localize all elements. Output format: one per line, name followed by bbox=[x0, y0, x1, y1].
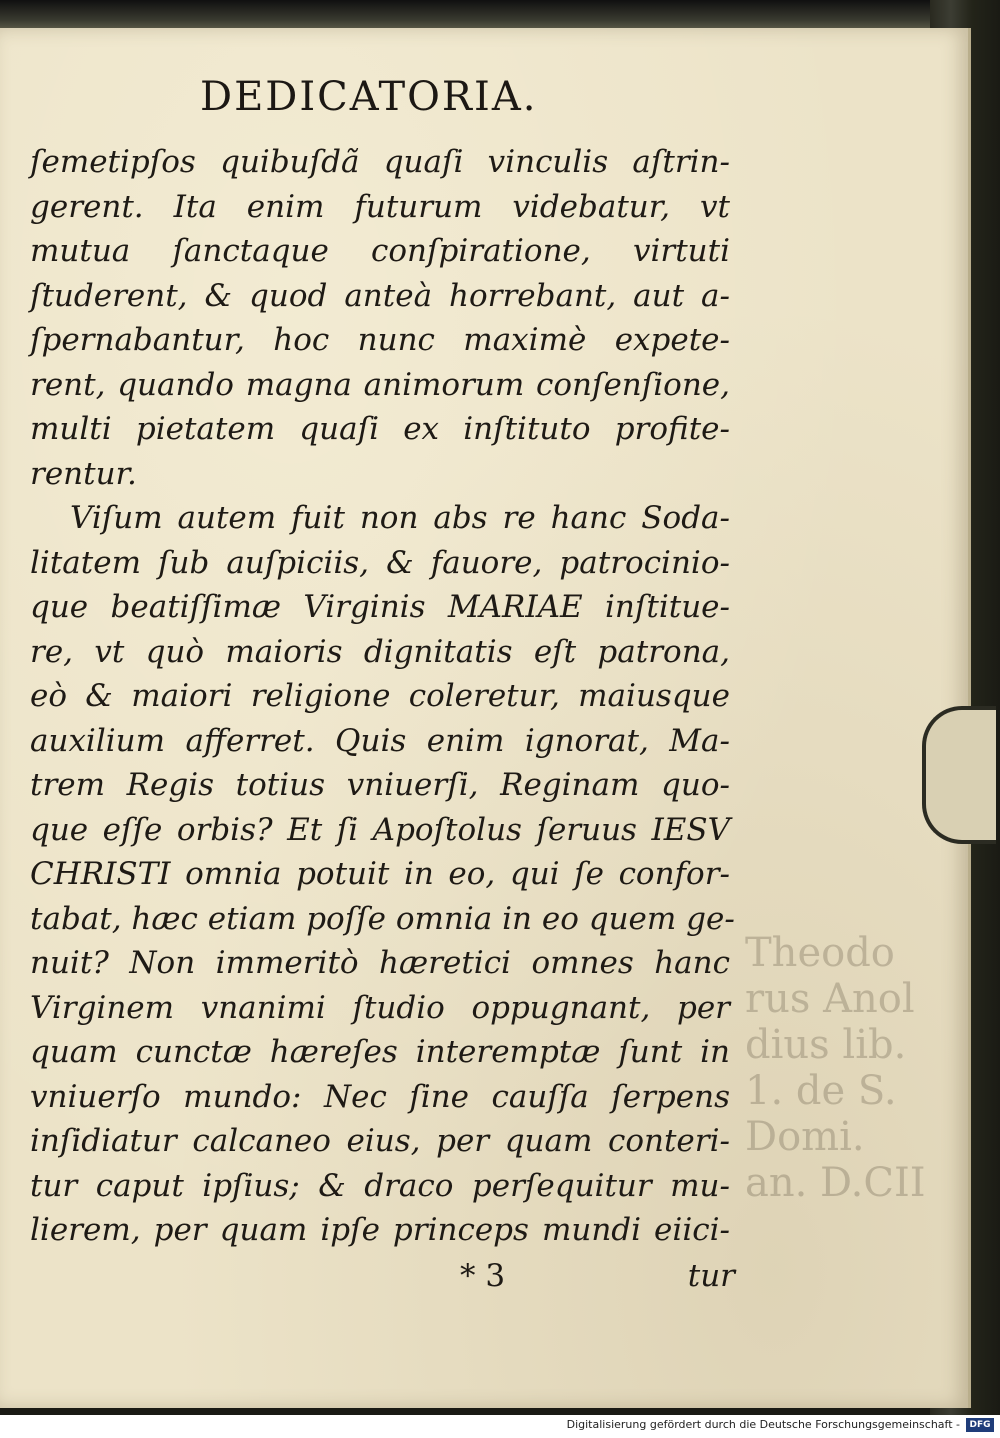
text-line: multi pietatem quaſi ex inſtituto profite- bbox=[30, 411, 730, 447]
text-line: litatem ſub auſpiciis, & fauore, patrocinio- bbox=[30, 544, 730, 581]
text-line: quam cunctæ hæreſes interemptæ ſunt in bbox=[30, 1034, 730, 1070]
text-line: eò & maiori religione coleretur, maiusque bbox=[30, 678, 730, 714]
text-line: CHRISTI omnia potuit in eo, qui ſe confor- bbox=[30, 856, 730, 892]
text-line: ſpernabantur, hoc nunc maximè expete- bbox=[30, 322, 730, 358]
catchword: tur bbox=[687, 1258, 735, 1294]
text-line: que eſſe orbis? Et ſi Apoſtolus ſeruus IESV bbox=[30, 811, 730, 848]
text-line: ſemetipſos quibuſdã quaſi vinculis aſtrin- bbox=[30, 144, 730, 180]
text-line: rentur. bbox=[30, 455, 137, 492]
text-line: mutua ſanctaque conſpiratione, virtuti bbox=[30, 233, 730, 269]
text-line: tabat, hæc etiam poſſe omnia in eo quem ge- bbox=[30, 900, 735, 937]
text-line: que beatiſſimæ Virginis MARIAE inſtitue- bbox=[30, 589, 730, 625]
text-line: nuit? Non immeritò hæretici omnes hanc bbox=[30, 945, 730, 981]
signature-mark: * 3 bbox=[460, 1258, 506, 1294]
text-line: auxilium afferret. Quis enim ignorat, Ma- bbox=[30, 722, 730, 759]
show-through-line: Domi. bbox=[745, 1114, 865, 1160]
text-line: ſtuderent, & quod anteà horrebant, aut a- bbox=[30, 277, 730, 314]
text-line: inſidiatur calcaneo eius, per quam conteri- bbox=[30, 1123, 730, 1159]
text-line: Virginem vnanimi ſtudio oppugnant, per bbox=[30, 989, 730, 1026]
show-through-line: 1. de S. bbox=[745, 1068, 897, 1114]
show-through-marginalia bbox=[745, 930, 935, 1206]
text-line: tur caput ipſius; & draco perſequitur mu- bbox=[30, 1167, 730, 1204]
show-through-line: dius lib. bbox=[745, 1022, 907, 1068]
running-title: DEDICATORIA. bbox=[200, 74, 538, 120]
body-text bbox=[30, 140, 735, 1253]
funding-credit: Digitalisierung gefördert durch die Deutsche Forschungsgemeinschaft - bbox=[566, 1418, 960, 1431]
page-footer bbox=[30, 1258, 735, 1302]
book-clasp bbox=[922, 706, 996, 844]
text-line: re, vt quò maioris dignitatis eſt patrona, bbox=[30, 633, 730, 670]
text-line: vniuerſo mundo: Nec ſine cauſſa ſerpens bbox=[30, 1078, 730, 1115]
text-line: Viſum autem fuit non abs re hanc Soda- bbox=[70, 500, 730, 536]
show-through-line: rus Anol bbox=[745, 976, 915, 1022]
show-through-line: an. D.CII bbox=[745, 1160, 926, 1206]
credit-bar bbox=[0, 1415, 1000, 1438]
text-line: trem Regis totius vniuerſi, Reginam quo- bbox=[30, 767, 730, 803]
show-through-line: Theodo bbox=[745, 930, 895, 976]
dfg-logo-icon: DFG bbox=[966, 1418, 994, 1432]
text-line: rent, quando magna animorum conſenſione, bbox=[30, 366, 730, 403]
text-line: gerent. Ita enim futurum videbatur, vt bbox=[30, 188, 730, 225]
text-line: lierem, per quam ipſe princeps mundi eiici- bbox=[30, 1212, 730, 1248]
